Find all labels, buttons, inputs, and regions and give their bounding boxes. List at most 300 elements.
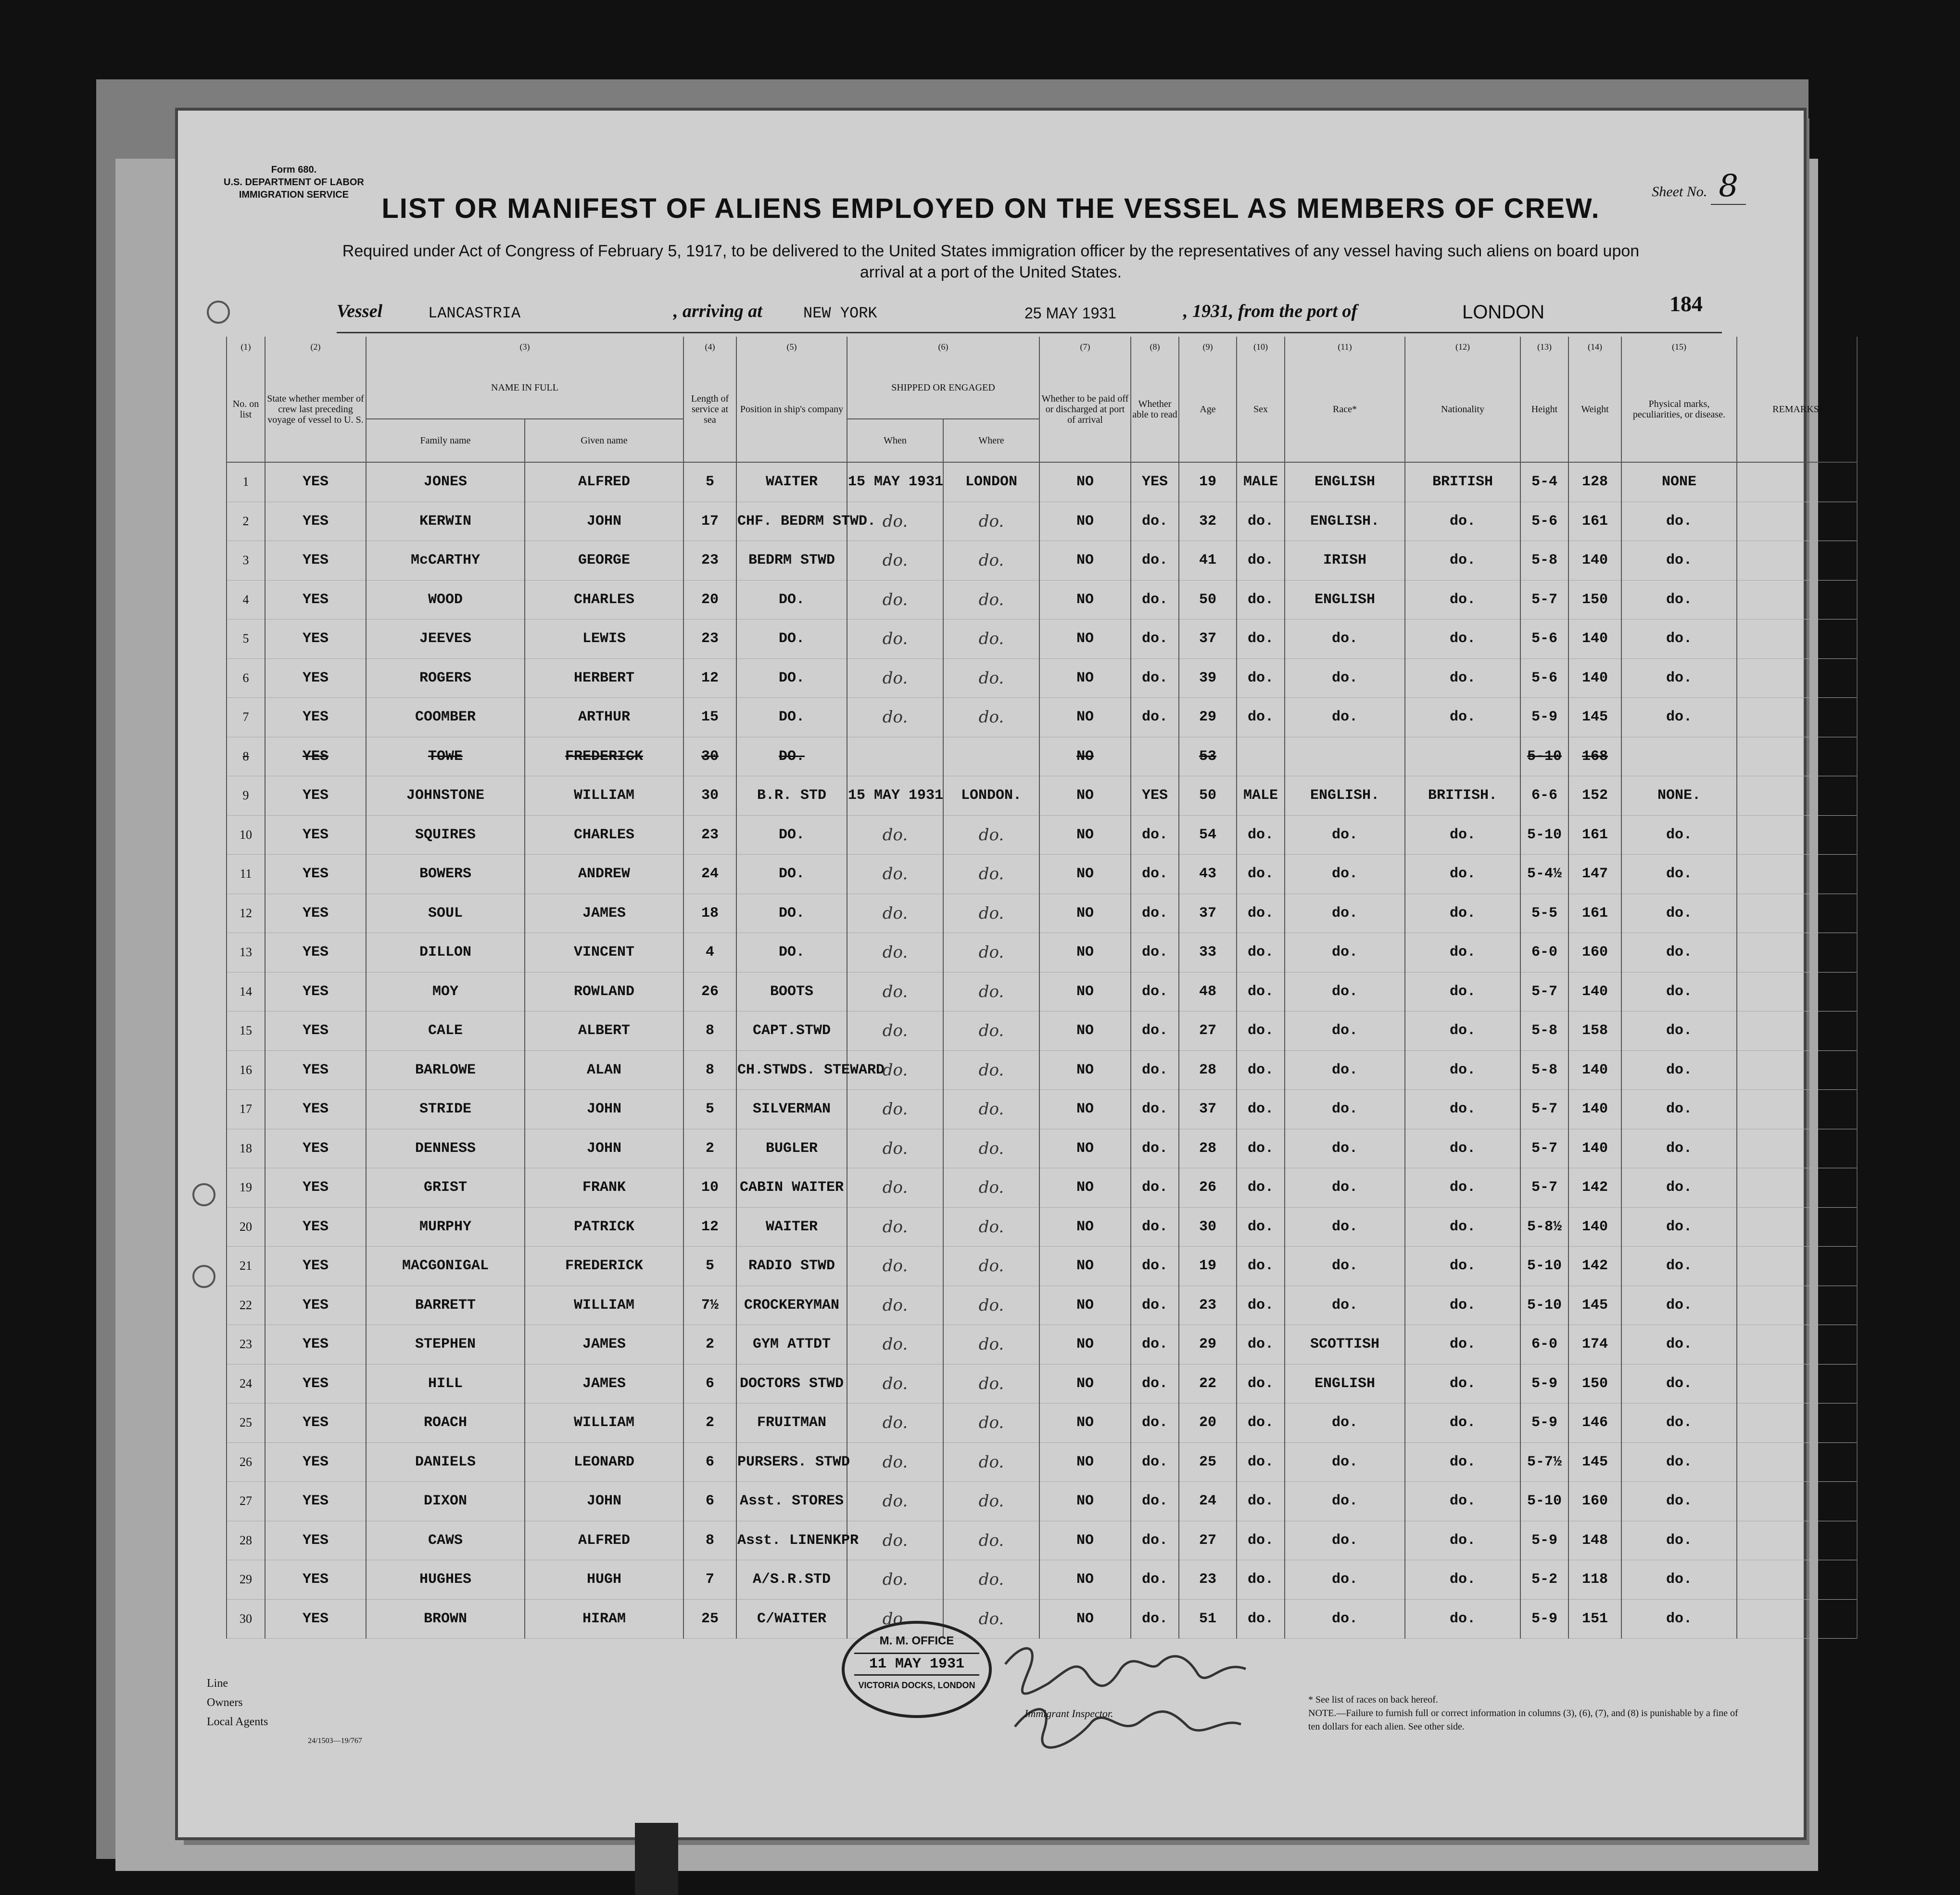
cell-remarks — [1737, 502, 1857, 541]
cell-no: 26 — [227, 1442, 265, 1482]
table-row — [227, 1286, 1857, 1325]
cell-position: DO. — [736, 933, 847, 973]
table-row — [227, 815, 1857, 855]
cell-height: 6-0 — [1520, 1325, 1568, 1364]
crew-rows — [227, 462, 1857, 1639]
cell-where: do. — [943, 580, 1039, 619]
cell-height: 5-7 — [1520, 972, 1568, 1011]
cell-sex: do. — [1237, 1521, 1285, 1560]
cell-state: YES — [265, 1286, 366, 1325]
cell-no: 12 — [227, 894, 265, 933]
cell-race: do. — [1285, 972, 1405, 1011]
cell-where: do. — [943, 1050, 1039, 1090]
cell-weight: 151 — [1568, 1599, 1621, 1639]
cell-race: IRISH — [1285, 541, 1405, 581]
cell-when: do. — [847, 1482, 943, 1521]
cell-where: do. — [943, 1207, 1039, 1247]
cell-age: 48 — [1179, 972, 1237, 1011]
cell-state: YES — [265, 1599, 366, 1639]
cell-read: do. — [1131, 698, 1179, 737]
cell-race: do. — [1285, 698, 1405, 737]
cell-age: 53 — [1179, 737, 1237, 776]
colnum: (15) — [1621, 337, 1737, 357]
cell-age: 29 — [1179, 1325, 1237, 1364]
cell-race: do. — [1285, 1482, 1405, 1521]
cell-given: GEORGE — [525, 541, 683, 581]
cell-state: YES — [265, 502, 366, 541]
cell-where — [943, 737, 1039, 776]
cell-nationality: do. — [1405, 1403, 1520, 1443]
cell-when: do. — [847, 894, 943, 933]
cell-sex: do. — [1237, 541, 1285, 581]
cell-paid-off: NO — [1039, 1247, 1131, 1286]
arriving-port: NEW YORK — [803, 304, 877, 322]
cell-no: 22 — [227, 1286, 265, 1325]
cell-marks: do. — [1621, 1168, 1737, 1208]
cell-paid-off: NO — [1039, 580, 1131, 619]
table-row — [227, 1364, 1857, 1403]
cell-weight: 147 — [1568, 855, 1621, 894]
cell-paid-off: NO — [1039, 1168, 1131, 1208]
cell-remarks — [1737, 1599, 1857, 1639]
cell-age: 37 — [1179, 1090, 1237, 1129]
cell-no: 20 — [227, 1207, 265, 1247]
owners-label: Owners — [207, 1696, 243, 1709]
page-title: LIST OR MANIFEST OF ALIENS EMPLOYED ON THE VESSEL AS MEMBERS OF CREW. — [381, 193, 1600, 224]
cell-nationality: do. — [1405, 1168, 1520, 1208]
cell-no: 1 — [227, 462, 265, 502]
cell-family: DILLON — [366, 933, 525, 973]
cell-read: YES — [1131, 462, 1179, 502]
cell-height: 5-10 — [1520, 737, 1568, 776]
cell-read: do. — [1131, 1247, 1179, 1286]
cell-where: do. — [943, 1247, 1039, 1286]
cell-given: CHARLES — [525, 580, 683, 619]
cell-marks: NONE — [1621, 462, 1737, 502]
cell-where: do. — [943, 1403, 1039, 1443]
cell-age: 43 — [1179, 855, 1237, 894]
cell-family: DIXON — [366, 1482, 525, 1521]
table-row — [227, 502, 1857, 541]
cell-position: DOCTORS STWD — [736, 1364, 847, 1403]
cell-no: 17 — [227, 1090, 265, 1129]
page-subtitle: Required under Act of Congress of February 5, 1917, to be delivered to the United States immigration officer by the representatives of any vessel having such aliens on board upon arrival at a port of the United States. — [342, 242, 1640, 281]
cell-given: ROWLAND — [525, 972, 683, 1011]
cell-remarks — [1737, 1011, 1857, 1051]
cell-where: do. — [943, 1442, 1039, 1482]
cell-when: do. — [847, 698, 943, 737]
cell-family: STEPHEN — [366, 1325, 525, 1364]
cell-marks: do. — [1621, 1560, 1737, 1600]
cell-marks: do. — [1621, 1364, 1737, 1403]
cell-remarks — [1737, 1207, 1857, 1247]
cell-where: do. — [943, 894, 1039, 933]
cell-paid-off: NO — [1039, 1325, 1131, 1364]
cell-given: ALAN — [525, 1050, 683, 1090]
cell-no: 4 — [227, 580, 265, 619]
cell-read: do. — [1131, 1364, 1179, 1403]
cell-age: 27 — [1179, 1521, 1237, 1560]
cell-position: GYM ATTDT — [736, 1325, 847, 1364]
cell-service: 20 — [683, 580, 736, 619]
cell-nationality — [1405, 737, 1520, 776]
cell-state: YES — [265, 1050, 366, 1090]
cell-when: do. — [847, 972, 943, 1011]
cell-state: YES — [265, 462, 366, 502]
cell-race: do. — [1285, 1599, 1405, 1639]
cell-weight: 145 — [1568, 698, 1621, 737]
cell-when: do. — [847, 1325, 943, 1364]
cell-no: 8 — [227, 737, 265, 776]
cell-height: 5-9 — [1520, 698, 1568, 737]
cell-family: DENNESS — [366, 1129, 525, 1168]
cell-paid-off: NO — [1039, 1442, 1131, 1482]
cell-state: YES — [265, 541, 366, 581]
cell-state: YES — [265, 1129, 366, 1168]
cell-race: do. — [1285, 1090, 1405, 1129]
table-row — [227, 1090, 1857, 1129]
cell-when: do. — [847, 1129, 943, 1168]
cell-where: do. — [943, 1482, 1039, 1521]
cell-remarks — [1737, 815, 1857, 855]
inspector-label: Immigrant Inspector. — [1024, 1707, 1113, 1719]
cell-family: DANIELS — [366, 1442, 525, 1482]
cell-marks: do. — [1621, 1207, 1737, 1247]
cell-given: JOHN — [525, 1129, 683, 1168]
cell-height: 5-9 — [1520, 1599, 1568, 1639]
cell-remarks — [1737, 1560, 1857, 1600]
header-weight: Weight — [1568, 357, 1621, 462]
cell-when: do. — [847, 1364, 943, 1403]
cell-weight: 160 — [1568, 933, 1621, 973]
punch-hole — [72, 1202, 93, 1224]
cell-when: do. — [847, 1403, 943, 1443]
cell-race: ENGLISH. — [1285, 776, 1405, 816]
cell-read: do. — [1131, 1560, 1179, 1600]
cell-marks: do. — [1621, 1247, 1737, 1286]
cell-family: JONES — [366, 462, 525, 502]
cell-weight: 142 — [1568, 1247, 1621, 1286]
cell-service: 17 — [683, 502, 736, 541]
cell-weight: 140 — [1568, 1129, 1621, 1168]
cell-family: BROWN — [366, 1599, 525, 1639]
cell-paid-off: NO — [1039, 1286, 1131, 1325]
cell-read: do. — [1131, 541, 1179, 581]
punch-hole — [72, 1279, 93, 1301]
cell-read: do. — [1131, 580, 1179, 619]
table-row — [227, 933, 1857, 973]
cell-marks: do. — [1621, 894, 1737, 933]
cell-service: 23 — [683, 815, 736, 855]
cell-age: 37 — [1179, 894, 1237, 933]
cell-where: do. — [943, 1599, 1039, 1639]
cell-no: 10 — [227, 815, 265, 855]
cell-where: do. — [943, 619, 1039, 659]
cell-given: FREDERICK — [525, 737, 683, 776]
cell-service: 12 — [683, 1207, 736, 1247]
cell-sex: do. — [1237, 1168, 1285, 1208]
cell-nationality: do. — [1405, 815, 1520, 855]
cell-service: 12 — [683, 658, 736, 698]
cell-height: 5-6 — [1520, 619, 1568, 659]
cell-family: ROACH — [366, 1403, 525, 1443]
cell-remarks — [1737, 698, 1857, 737]
cell-paid-off: NO — [1039, 658, 1131, 698]
arriving-label: , arriving at — [673, 301, 762, 321]
cell-state: YES — [265, 933, 366, 973]
cell-paid-off: NO — [1039, 1129, 1131, 1168]
cell-position: B.R. STD — [736, 776, 847, 816]
cell-race: do. — [1285, 1129, 1405, 1168]
cell-race — [1285, 737, 1405, 776]
cell-age: 28 — [1179, 1129, 1237, 1168]
cell-remarks — [1737, 1482, 1857, 1521]
cell-sex: do. — [1237, 658, 1285, 698]
cell-state: YES — [265, 1442, 366, 1482]
cell-given: HERBERT — [525, 658, 683, 698]
cell-where: do. — [943, 1286, 1039, 1325]
cell-service: 6 — [683, 1442, 736, 1482]
cell-when: do. — [847, 658, 943, 698]
cell-remarks — [1737, 541, 1857, 581]
cell-when: 15 MAY 1931 — [847, 776, 943, 816]
reinforcement-ring — [207, 301, 230, 324]
header-remarks: REMARKS. — [1737, 357, 1857, 462]
cell-where: do. — [943, 972, 1039, 1011]
cell-read: do. — [1131, 894, 1179, 933]
cell-marks: do. — [1621, 1129, 1737, 1168]
cell-age: 50 — [1179, 776, 1237, 816]
cell-where: do. — [943, 1325, 1039, 1364]
cell-sex: do. — [1237, 1403, 1285, 1443]
cell-weight: 160 — [1568, 1482, 1621, 1521]
cell-service: 6 — [683, 1364, 736, 1403]
cell-read: do. — [1131, 619, 1179, 659]
cell-read: do. — [1131, 1325, 1179, 1364]
cell-weight: 140 — [1568, 658, 1621, 698]
cell-nationality: do. — [1405, 972, 1520, 1011]
header-given-name: Given name — [525, 419, 683, 462]
header-paid-off: Whether to be paid off or discharged at port of arrival — [1039, 357, 1131, 462]
cell-marks: do. — [1621, 1521, 1737, 1560]
cell-state: YES — [265, 855, 366, 894]
cell-when: do. — [847, 1521, 943, 1560]
cell-family: HILL — [366, 1364, 525, 1403]
cell-paid-off: NO — [1039, 1521, 1131, 1560]
cell-no: 21 — [227, 1247, 265, 1286]
cell-state: YES — [265, 1560, 366, 1600]
cell-read: do. — [1131, 1168, 1179, 1208]
cell-marks: do. — [1621, 1090, 1737, 1129]
cell-age: 51 — [1179, 1599, 1237, 1639]
cell-where: do. — [943, 541, 1039, 581]
cell-service: 2 — [683, 1403, 736, 1443]
cell-sex: do. — [1237, 933, 1285, 973]
cell-sex: MALE — [1237, 776, 1285, 816]
cell-sex: do. — [1237, 1247, 1285, 1286]
cell-race: do. — [1285, 1247, 1405, 1286]
cell-service: 2 — [683, 1129, 736, 1168]
cell-position: DO. — [736, 619, 847, 659]
cell-no: 19 — [227, 1168, 265, 1208]
cell-position: DO. — [736, 737, 847, 776]
cell-weight: 145 — [1568, 1286, 1621, 1325]
cell-service: 23 — [683, 541, 736, 581]
cell-when: do. — [847, 1168, 943, 1208]
header-nationality: Nationality — [1405, 357, 1520, 462]
cell-position: CHF. BEDRM STWD. — [736, 502, 847, 541]
cell-service: 7½ — [683, 1286, 736, 1325]
cell-weight: 146 — [1568, 1403, 1621, 1443]
table-row — [227, 894, 1857, 933]
cell-sex: do. — [1237, 1050, 1285, 1090]
cell-sex: do. — [1237, 1482, 1285, 1521]
cell-remarks — [1737, 933, 1857, 973]
header-position: Position in ship's company — [736, 357, 847, 462]
cell-remarks — [1737, 1403, 1857, 1443]
cell-when: do. — [847, 1599, 943, 1639]
cell-position: WAITER — [736, 1207, 847, 1247]
cell-nationality: do. — [1405, 1207, 1520, 1247]
cell-race: ENGLISH. — [1285, 502, 1405, 541]
cell-read — [1131, 737, 1179, 776]
cell-given: JAMES — [525, 894, 683, 933]
cell-paid-off: NO — [1039, 737, 1131, 776]
cell-race: do. — [1285, 1442, 1405, 1482]
cell-remarks — [1737, 776, 1857, 816]
cell-sex: do. — [1237, 894, 1285, 933]
cell-height: 5-10 — [1520, 815, 1568, 855]
cell-service: 5 — [683, 462, 736, 502]
cell-no: 27 — [227, 1482, 265, 1521]
cell-height: 5-9 — [1520, 1364, 1568, 1403]
cell-family: WOOD — [366, 580, 525, 619]
cell-service: 30 — [683, 776, 736, 816]
cell-age: 23 — [1179, 1286, 1237, 1325]
cell-age: 37 — [1179, 619, 1237, 659]
cell-sex: do. — [1237, 619, 1285, 659]
cell-age: 23 — [1179, 1560, 1237, 1600]
table-row — [227, 1482, 1857, 1521]
cell-race: do. — [1285, 1011, 1405, 1051]
cell-read: do. — [1131, 1442, 1179, 1482]
cell-family: SOUL — [366, 894, 525, 933]
cell-no: 30 — [227, 1599, 265, 1639]
cell-sex: do. — [1237, 815, 1285, 855]
stamp-date: 11 MAY 1931 — [854, 1653, 979, 1676]
table-row — [227, 1168, 1857, 1208]
cell-given: WILLIAM — [525, 1403, 683, 1443]
cell-position: DO. — [736, 855, 847, 894]
cell-state: YES — [265, 1207, 366, 1247]
cell-weight: 150 — [1568, 1364, 1621, 1403]
cell-read: do. — [1131, 1207, 1179, 1247]
cell-state: YES — [265, 894, 366, 933]
cell-paid-off: NO — [1039, 462, 1131, 502]
cell-weight: 158 — [1568, 1011, 1621, 1051]
cell-height: 5-8 — [1520, 541, 1568, 581]
cell-remarks — [1737, 1168, 1857, 1208]
cell-age: 39 — [1179, 658, 1237, 698]
cell-race: do. — [1285, 894, 1405, 933]
page-number: 184 — [1669, 291, 1703, 316]
cell-state: YES — [265, 1521, 366, 1560]
cell-position: A/S.R.STD — [736, 1560, 847, 1600]
cell-remarks — [1737, 1364, 1857, 1403]
cell-where: do. — [943, 502, 1039, 541]
cell-race: ENGLISH — [1285, 580, 1405, 619]
cell-height: 5-9 — [1520, 1403, 1568, 1443]
cell-nationality: do. — [1405, 1286, 1520, 1325]
cell-nationality: do. — [1405, 619, 1520, 659]
cell-race: do. — [1285, 1521, 1405, 1560]
race-note: * See list of races on back hereof. — [1308, 1694, 1438, 1705]
cell-marks: do. — [1621, 933, 1737, 973]
stamp-location: VICTORIA DOCKS, LONDON — [858, 1680, 975, 1690]
cell-height: 5-10 — [1520, 1286, 1568, 1325]
cell-sex: do. — [1237, 1011, 1285, 1051]
cell-age: 50 — [1179, 580, 1237, 619]
cell-when: do. — [847, 541, 943, 581]
cell-remarks — [1737, 658, 1857, 698]
cell-paid-off: NO — [1039, 1207, 1131, 1247]
cell-nationality: do. — [1405, 1521, 1520, 1560]
cell-remarks — [1737, 1129, 1857, 1168]
cell-service: 23 — [683, 619, 736, 659]
cell-family: SQUIRES — [366, 815, 525, 855]
cell-nationality: do. — [1405, 933, 1520, 973]
cell-marks: do. — [1621, 1325, 1737, 1364]
table-row — [227, 462, 1857, 502]
cell-family: BARRETT — [366, 1286, 525, 1325]
cell-height: 5-2 — [1520, 1560, 1568, 1600]
cell-position: BEDRM STWD — [736, 541, 847, 581]
cell-service: 24 — [683, 855, 736, 894]
cell-weight: 142 — [1568, 1168, 1621, 1208]
header-race: Race* — [1285, 357, 1405, 462]
cell-where: do. — [943, 1560, 1039, 1600]
cell-nationality: do. — [1405, 1129, 1520, 1168]
colnum: (1) — [227, 337, 265, 357]
cell-family: CAWS — [366, 1521, 525, 1560]
cell-remarks — [1737, 1050, 1857, 1090]
cell-race: do. — [1285, 1168, 1405, 1208]
cell-nationality: do. — [1405, 855, 1520, 894]
cell-sex: do. — [1237, 1090, 1285, 1129]
column-label-row — [227, 357, 1857, 419]
cell-no: 23 — [227, 1325, 265, 1364]
table-row — [227, 541, 1857, 581]
sheet-number-value: 8 — [1711, 168, 1746, 205]
punch-hole — [72, 1573, 93, 1594]
cell-nationality: do. — [1405, 1090, 1520, 1129]
cell-when: do. — [847, 1442, 943, 1482]
cell-no: 14 — [227, 972, 265, 1011]
cell-remarks — [1737, 1325, 1857, 1364]
cell-marks: do. — [1621, 619, 1737, 659]
cell-read: do. — [1131, 855, 1179, 894]
cell-age: 54 — [1179, 815, 1237, 855]
cell-height: 5-6 — [1520, 502, 1568, 541]
header-name: NAME IN FULL — [366, 357, 683, 419]
cell-when: do. — [847, 855, 943, 894]
cell-service: 2 — [683, 1325, 736, 1364]
cell-service: 25 — [683, 1599, 736, 1639]
cell-state: YES — [265, 1168, 366, 1208]
cell-position: DO. — [736, 580, 847, 619]
cell-when: do. — [847, 933, 943, 973]
cell-position: Asst. STORES — [736, 1482, 847, 1521]
